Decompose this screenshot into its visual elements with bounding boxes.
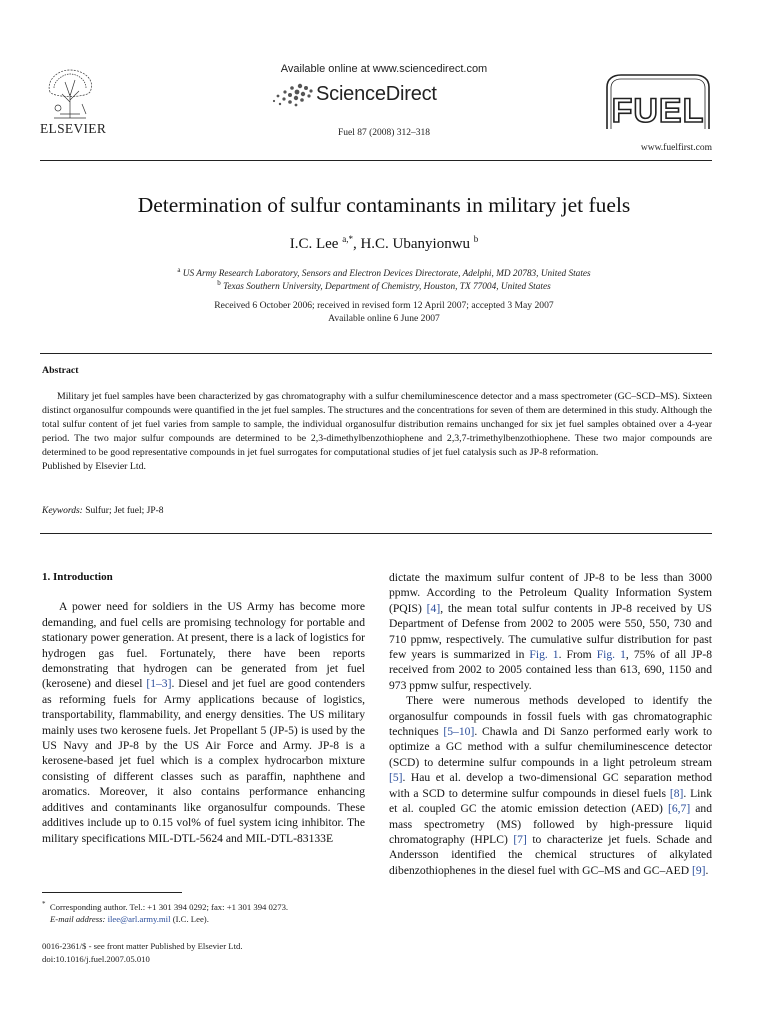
paragraph: A power need for soldiers in the US Army has become more demanding, and fuel cells are promising technology for portable and stationary power generation. At present, there is a lack of logistics for hydrogen gas fuel. Fortunately, there have been reports demonstrating that hydrogen can be generated from jet fuel (kerosene) and diesel [1–3]. Diesel and jet fuel are good contenders as reforming fuels for Army applications because of logistics, transportability, flammability, and energy densities. The US military mainly uses two kerosene fuels. Jet Propellant 5 (JP-5) is used by the US Navy and JP-8 by the US Air Force and Army. JP-8 is a kerosene-based jet fuel which is a complex hydrocarbon mixture consisting of different classes such as paraffin, naphthene and aromatics. Moreover, it also contains performance enhancing additives and contaminants like organosulfur compounds. These additives include up to 0.15 vol% of fuel system icing inhibitor. The military specifications MIL-DTL-5624 and MIL-DTL-83133E	[42, 600, 365, 845]
abstract-top-rule	[40, 353, 712, 354]
available-online-link[interactable]: Available online at www.sciencedirect.com	[280, 63, 488, 75]
available-online-date: Available online 6 June 2007	[328, 313, 440, 324]
right-column	[389, 570, 712, 878]
affiliation	[0, 279, 768, 292]
abstract-publisher-note: Published by Elsevier Ltd.	[42, 461, 146, 472]
header-rule	[40, 160, 712, 161]
citation-link[interactable]: [6,7]	[667, 802, 691, 816]
citation-link[interactable]: [4]	[426, 601, 441, 615]
abstract-text: Military jet fuel samples have been characterized by gas chromatography with a sulfur chemiluminescence detector and a mass spectrometer (GC–SCD–MS). Sixteen distinct organosulfur compounds were quantified in the jet fuel samples. The structures and the concentrations for seven of them are determined in this study. Although the total sulfur content of jet fuel varies from sample to sample, the individual organosulfur distribution remains unchanged for six jet fuel samples obtained over a 4-year period. The two major sulfur compounds are determined to be 2,3-dimethylbenzothiophene and 2,3,7-trimethylbenzothiophene. These two major compounds are determined to be good representative compounds in jet fuel surrogates for computational studies of jet fuel catalysis such as JP-8 reformation.	[42, 391, 712, 458]
citation-link[interactable]: [5–10]	[443, 725, 475, 739]
footnote	[42, 898, 368, 926]
paragraph: dictate the maximum sulfur content of JP-8 to be less than 3000 ppmw. According to the Petroleum Quality Information System (PQIS) [4], the mean total sulfur contents in JP-8 received by US Department of Defense from 2002 to 2005 were 550, 550, 730 and 710 ppmw, respectively. The cumulative sulfur distribution for past few years is summarized in Fig. 1. From Fig. 1, 75% of all JP-8 received from 2002 to 2005 contained less than 613, 690, 1150 and 973 ppmw sulfur, respectively.	[389, 571, 713, 692]
sciencedirect-wordmark: ScienceDirect	[316, 83, 437, 105]
citation-link[interactable]: [9]	[692, 863, 706, 877]
abstract-heading: Abstract	[42, 365, 79, 376]
page-footer	[42, 940, 243, 966]
issn-line: 0016-2361/$ - see front matter Published by Elsevier Ltd.	[42, 941, 243, 951]
figure-link[interactable]: Fig. 1	[596, 648, 626, 662]
figure-link[interactable]: Fig. 1	[529, 648, 559, 662]
keywords-list: Sulfur; Jet fuel; JP-8	[82, 506, 164, 516]
citation-link[interactable]: [8]	[669, 786, 684, 800]
section-heading: 1. Introduction	[42, 571, 113, 583]
fuel-logo-text: FUEL	[611, 92, 705, 130]
doi-line: doi:10.1016/j.fuel.2007.05.010	[42, 954, 150, 964]
author-affiliation-mark[interactable]: a,*	[342, 234, 353, 244]
author-name[interactable]: I.C. Lee	[289, 236, 339, 252]
journal-citation: Fuel 87 (2008) 312–318	[337, 128, 431, 138]
affiliation-mark: b	[217, 279, 221, 287]
fuel-journal-logo	[603, 73, 713, 131]
keywords-label: Keywords:	[42, 506, 83, 516]
article-title: Determination of sulfur contaminants in military jet fuels	[137, 193, 631, 217]
publisher-name: ELSEVIER	[40, 121, 107, 136]
keywords	[42, 506, 164, 516]
affiliation-text: Texas Southern University, Department of Chemistry, Houston, TX 77004, United States	[223, 282, 551, 293]
corresponding-author-note: Corresponding author. Tel.: +1 301 394 0292; fax: +1 301 394 0273.	[49, 901, 289, 912]
footnote-mark: *	[42, 900, 46, 908]
email-suffix: (I.C. Lee).	[170, 914, 209, 925]
paragraph: There were numerous methods developed to identify the organosulfur compounds in fossil fuels with gas chromatographic techniques [5–10]. Chawla and Di Sanzo performed early work to optimize a GC method with a sulfur chemiluminescence detector (SCD) to determine sulfur compounds in a light petroleum stream [5]. Hau et al. develop a two-dimensional GC separation method with a SCD to determine sulfur compounds in diesel fuels [8]. Link et al. coupled GC the atomic emission detection (AED) [6,7] and mass spectrometry (MS) followed by high-pressure liquid chromatography (HPLC) [7] to characterize jet fuels. Schade and Andersson identified the chemical structures of alkylated dibenzothiophenes in the diesel fuel with GC–MS and GC–AED [9].	[389, 694, 713, 877]
affiliation-text: US Army Research Laboratory, Sensors and Electron Devices Directorate, Adelphi, MD 20783, United States	[182, 269, 591, 280]
received-dates: Received 6 October 2006; received in revised form 12 April 2007; accepted 3 May 2007	[214, 300, 554, 311]
left-column	[42, 570, 365, 846]
citation-link[interactable]: [7]	[513, 832, 527, 846]
author-list	[0, 234, 768, 253]
email-label: E-mail address:	[50, 914, 106, 925]
sciencedirect-logo[interactable]	[270, 80, 470, 110]
author-name[interactable]: H.C. Ubanyionwu	[360, 236, 471, 252]
citation-link[interactable]: [5]	[389, 771, 403, 785]
author-affiliation-mark[interactable]: b	[473, 234, 479, 244]
footnote-rule	[42, 892, 182, 893]
email-link[interactable]: ilee@arl.army.mil	[107, 914, 171, 925]
author-separator: ,	[352, 236, 361, 252]
abstract-body	[42, 390, 712, 474]
citation-link[interactable]: [1–3]	[146, 677, 172, 691]
abstract-bottom-rule	[40, 533, 712, 534]
sciencedirect-dots-icon	[270, 80, 314, 110]
journal-url-link[interactable]: www.fuelfirst.com	[640, 143, 712, 153]
affiliation	[0, 266, 768, 279]
affiliation-mark: a	[177, 266, 181, 274]
